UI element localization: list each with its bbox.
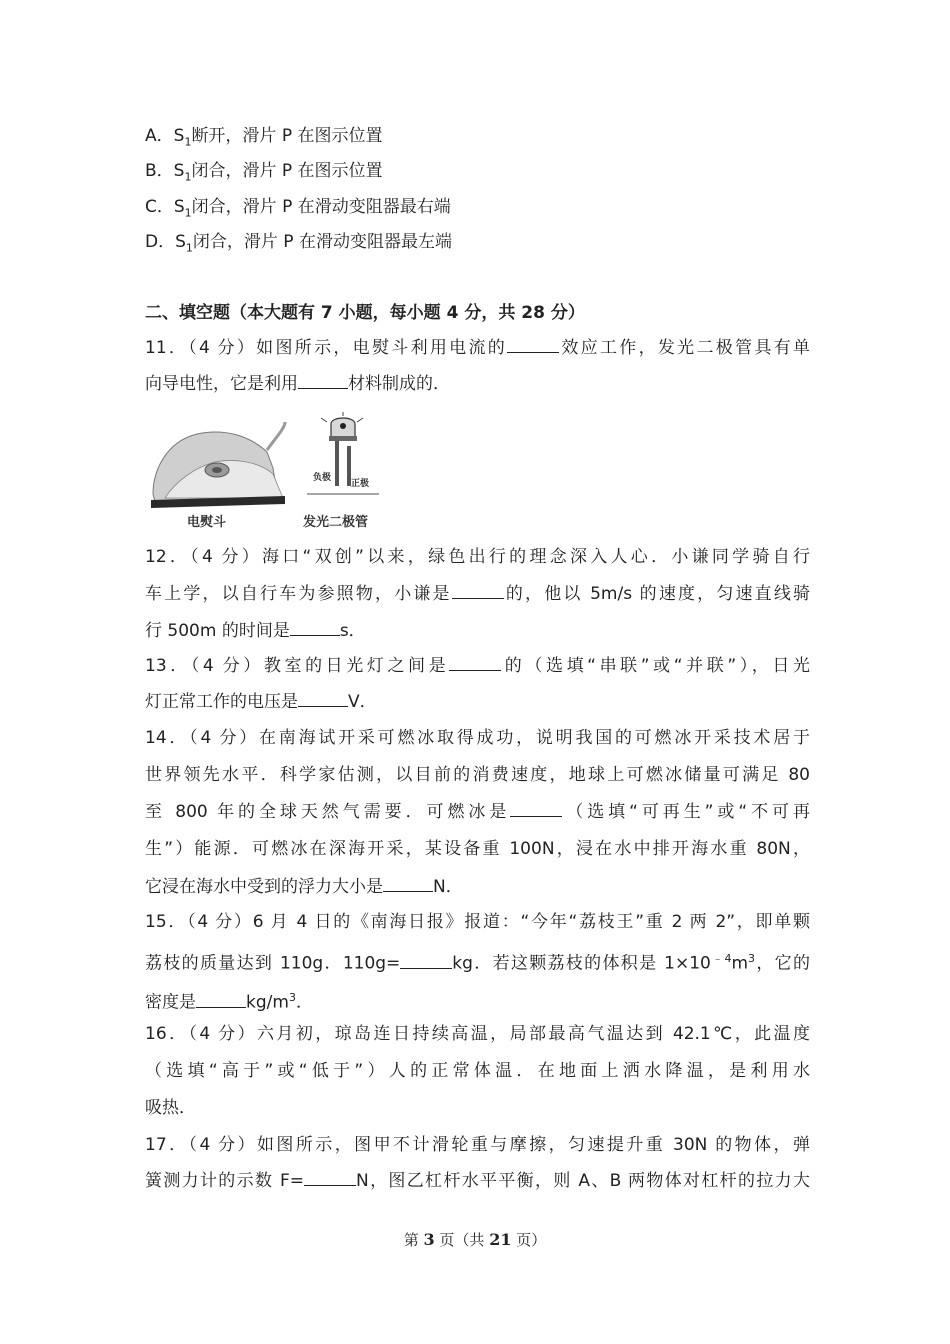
answer-blank [304, 1171, 356, 1186]
option-d: D．$S_1$闭合，滑片 P 在滑动变阻器最左端 [145, 232, 452, 255]
question-14-line-2: 世界领先水平．科学家估测，以目前的消费速度，地球上可燃冰储量可满足 80 [145, 765, 810, 785]
led-caption: 发光二极管 [303, 515, 369, 530]
positive-label: 正极 [351, 479, 370, 489]
answer-blank [507, 338, 559, 353]
question-12-line-2: 车上学，以自行车为参照物，小谦是 的，他以 5m/s 的速度，匀速直线骑 [145, 584, 810, 604]
question-16-line-1: 16．（4 分）六月初，琼岛连日持续高温，局部最高气温达到 42.1℃，此温度 [145, 1024, 810, 1044]
question-15-line-2: 荔枝的质量达到 110g．110g= kg．若这颗荔枝的体积是 $1\times 10^{﹣4}m^3$，它的 [145, 952, 810, 974]
answer-blank [400, 954, 452, 969]
question-11-line-1: 11．（4 分）如图所示，电熨斗利用电流的 效应工作，发光二极管具有单 [145, 338, 810, 358]
page-number: 3 [423, 1230, 435, 1249]
negative-label: 负极 [313, 473, 332, 483]
option-a: A．$S_1$断开，滑片 P 在图示位置 [145, 126, 383, 149]
iron-caption: 电熨斗 [187, 515, 227, 530]
answer-blank [298, 692, 348, 707]
page-footer: 第 3 页（共 21 页） [403, 1230, 547, 1249]
question-13-line-2: 灯正常工作的电压是 V． [145, 692, 377, 712]
question-15-line-3: 密度是 $kg/m^3$． [145, 991, 313, 1013]
question-12-line-1: 12．（4 分）海口“双创”以来，绿色出行的理念深入人心．小谦同学骑自行 [145, 547, 810, 567]
total-pages: 21 [489, 1230, 512, 1249]
section-heading: 二、填空题（本大题有 7 小题，每小题 4 分，共 28 分） [145, 303, 585, 323]
question-14-line-1: 14．（4 分）在南海试开采可燃冰取得成功，说明我国的可燃冰开采技术居于 [145, 728, 810, 748]
question-15-line-1: 15．（4 分）6 月 4 日的《南海日报》报道：“今年“荔枝王”重 2 两 2”，即单颗 [145, 912, 810, 932]
question-16-line-2: （选填“高于”或“低于”）人的正常体温．在地面上洒水降温，是利用水 [145, 1061, 810, 1081]
question-14-line-4: 生”）能源．可燃冰在深海开采，某设备重 100N，浸在水中排开海水重 80N， [145, 839, 810, 859]
answer-blank [510, 802, 562, 817]
question-14-line-5: 它浸在海水中受到的浮力大小是 N． [145, 877, 463, 897]
answer-blank [196, 993, 246, 1008]
answer-blank [298, 374, 348, 389]
question-17-line-1: 17．（4 分）如图所示，图甲不计滑轮重与摩擦，匀速提升重 30N 的物体，弹 [145, 1135, 810, 1155]
option-c: C．$S_1$闭合，滑片 P 在滑动变阻器最右端 [145, 197, 451, 220]
answer-blank [452, 584, 504, 599]
question-12-line-3: 行 500m 的时间是 s． [145, 621, 366, 641]
question-11-figure [145, 412, 395, 530]
question-16-line-3: 吸热． [145, 1098, 196, 1118]
question-17-line-2: 簧测力计的示数 F= N，图乙杠杆水平平衡，则 A、B 两物体对杠杆的拉力大 [145, 1171, 810, 1191]
question-11-line-2: 向导电性，它是利用 材料制成的． [145, 374, 450, 394]
led-left-lead [335, 438, 339, 486]
answer-blank [449, 656, 501, 671]
option-b: B．$S_1$闭合，滑片 P 在图示位置 [145, 161, 383, 184]
answer-blank [383, 877, 433, 892]
answer-blank [290, 621, 340, 636]
question-13-line-1: 13．（4 分）教室的日光灯之间是 的（选填“串联”或“并联”），日光 [145, 656, 810, 676]
question-14-line-3: 至 800 年的全球天然气需要．可燃冰是 （选填“可再生”或“不可再 [145, 802, 811, 822]
